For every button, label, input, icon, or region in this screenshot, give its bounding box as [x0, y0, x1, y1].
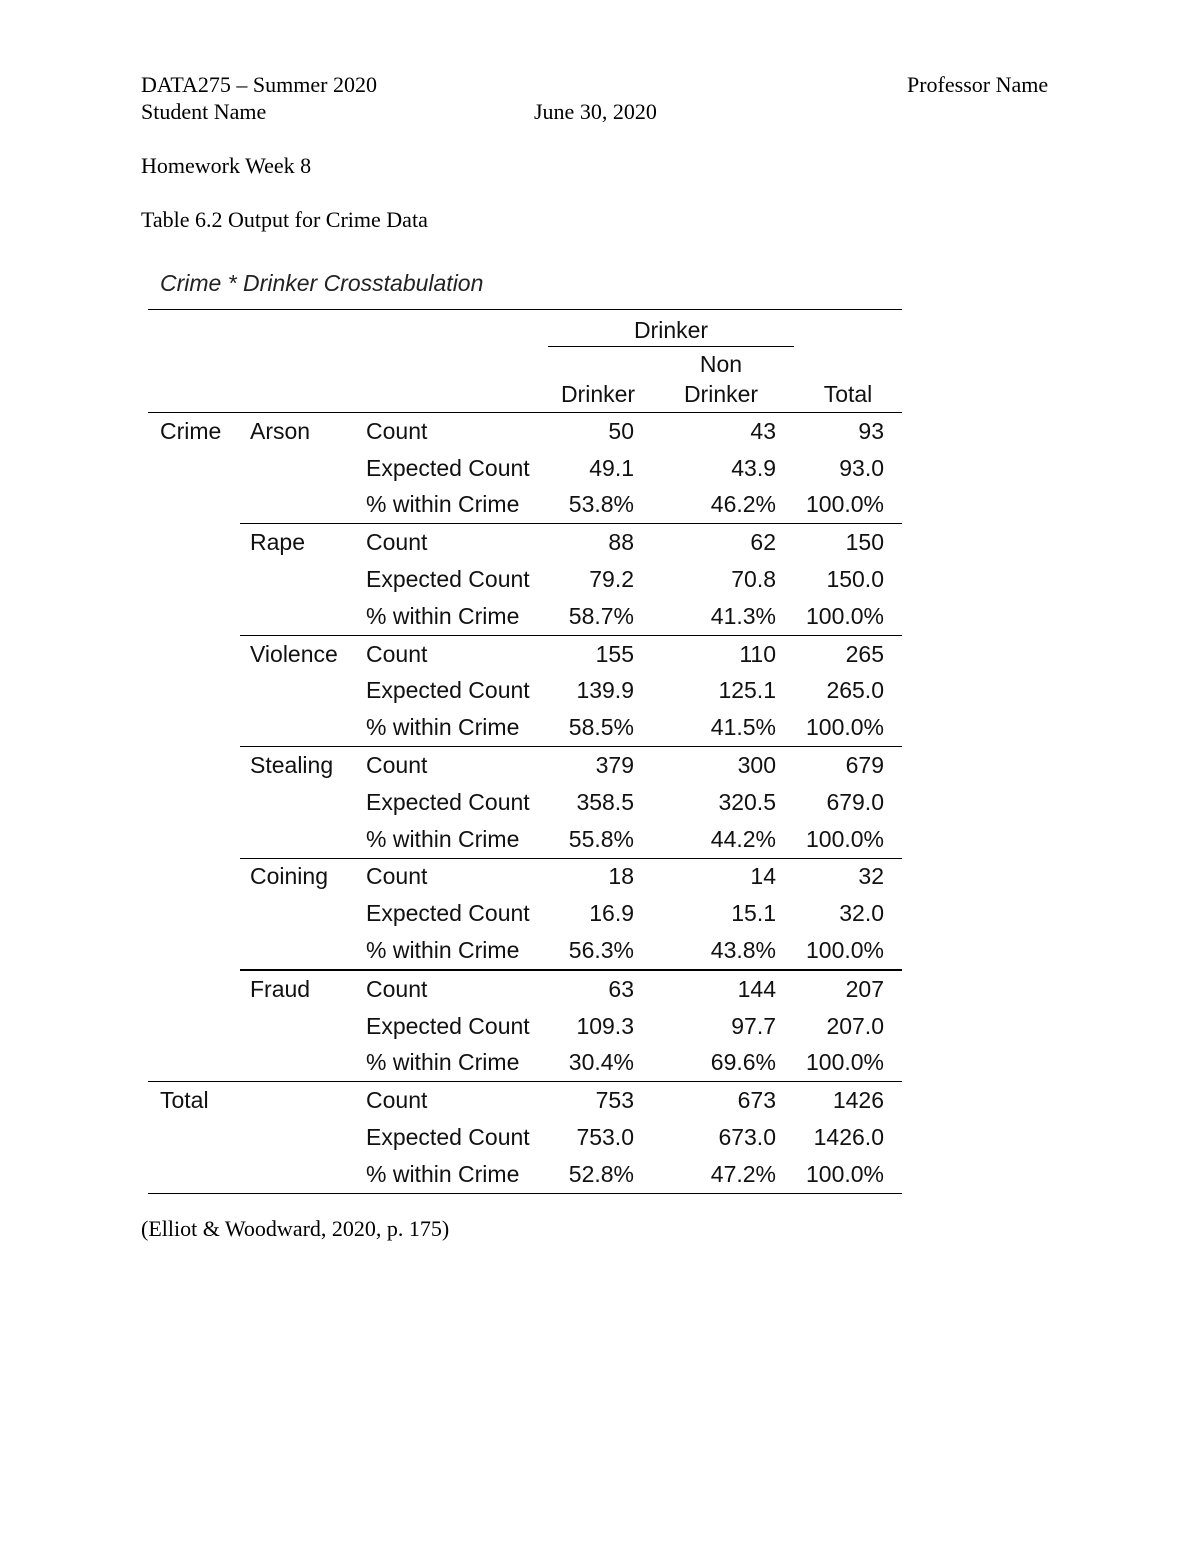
table-row [148, 784, 902, 821]
empty-cell [148, 673, 240, 710]
empty-cell [240, 1119, 358, 1156]
cell-total: 100.0% [805, 714, 884, 741]
empty-cell [240, 709, 358, 746]
cell-drinker: 79.2 [589, 566, 634, 593]
col-header-non-drinker [648, 347, 794, 413]
cell-total: 265.0 [826, 677, 884, 704]
cell-total: 679.0 [826, 788, 884, 815]
category-label-rape: Rape [240, 524, 358, 561]
cell-non-drinker: 62 [648, 524, 794, 561]
category-label-arson: Arson [240, 413, 358, 450]
empty-cell [148, 1008, 240, 1045]
cell-drinker: 50 [548, 413, 648, 450]
cell-non-drinker: 46.2% [710, 491, 776, 518]
header-row-columns [148, 347, 902, 413]
table-row [148, 673, 902, 710]
empty-cell [148, 895, 240, 932]
cell-total: 1426.0 [813, 1124, 884, 1151]
cell-drinker: 18 [548, 858, 648, 895]
empty-cell [148, 524, 240, 561]
stat-label: Expected Count [366, 566, 530, 593]
stat-label: % within Crime [366, 825, 520, 852]
column-group-header: Drinker [548, 310, 794, 347]
table-row [148, 1008, 902, 1045]
stat-label: Count [358, 413, 548, 450]
col-header-non-drinker-line2: Drinker [683, 381, 759, 407]
cell-non-drinker: 44.2% [710, 825, 776, 852]
table-row [148, 747, 902, 784]
cell-drinker: 139.9 [576, 677, 634, 704]
cell-drinker: 55.8% [568, 825, 634, 852]
citation: (Elliot & Woodward, 2020, p. 175) [141, 1216, 450, 1241]
cell-non-drinker: 673.0 [718, 1124, 776, 1151]
cell-total: 93.0 [839, 454, 884, 481]
empty-cell [148, 1156, 240, 1193]
empty-cell [240, 450, 358, 487]
stat-label: Count [358, 747, 548, 784]
empty-cell [240, 561, 358, 598]
cell-non-drinker: 69.6% [710, 1049, 776, 1076]
row-variable-label: Crime [148, 413, 240, 450]
cell-total: 100.0% [794, 1156, 902, 1193]
cell-drinker: 58.5% [568, 714, 634, 741]
empty-cell [148, 932, 240, 970]
cell-drinker: 30.4% [568, 1049, 634, 1076]
cell-total: 150.0 [826, 566, 884, 593]
cell-total: 207 [794, 970, 902, 1008]
stat-label: % within Crime [366, 714, 520, 741]
table-label: Table 6.2 Output for Crime Data [141, 207, 428, 232]
col-header-total: Total [823, 381, 873, 407]
cell-non-drinker: 70.8 [731, 566, 776, 593]
empty-cell [148, 598, 240, 635]
cell-drinker: 88 [548, 524, 648, 561]
empty-cell [240, 1008, 358, 1045]
cell-drinker: 753.0 [576, 1124, 634, 1151]
empty-cell [240, 895, 358, 932]
empty-cell [148, 858, 240, 895]
stat-label: Expected Count [366, 788, 530, 815]
table-row [148, 821, 902, 858]
empty-cell [148, 450, 240, 487]
category-label-fraud: Fraud [240, 970, 358, 1008]
stat-label: Expected Count [366, 677, 530, 704]
cell-drinker: 16.9 [589, 900, 634, 927]
stat-label: Count [358, 524, 548, 561]
homework-title: Homework Week 8 [141, 153, 312, 178]
cell-total: 150 [794, 524, 902, 561]
cell-drinker: 58.7% [568, 602, 634, 629]
cell-total: 1426 [794, 1082, 902, 1119]
header-row-group [148, 310, 902, 347]
empty-cell [240, 1156, 358, 1193]
cell-non-drinker: 125.1 [718, 677, 776, 704]
stat-label: Expected Count [366, 1012, 530, 1039]
table-row [148, 709, 902, 746]
total-row-label: Total [148, 1082, 240, 1119]
stat-label: Count [358, 858, 548, 895]
category-label-stealing: Stealing [240, 747, 358, 784]
cell-non-drinker: 43.8% [710, 937, 776, 964]
empty-cell [148, 561, 240, 598]
empty-cell [148, 747, 240, 784]
course-title: DATA275 – Summer 2020 [141, 72, 377, 97]
crosstab-table [148, 309, 902, 1194]
cell-drinker: 52.8% [548, 1156, 648, 1193]
table-row [148, 1082, 902, 1119]
professor-name: Professor Name [907, 72, 1049, 97]
stat-label: % within Crime [366, 491, 520, 518]
cell-drinker: 155 [548, 635, 648, 672]
cell-drinker: 53.8% [568, 491, 634, 518]
stat-label: Count [358, 635, 548, 672]
stat-label: % within Crime [358, 1156, 548, 1193]
stat-label: Expected Count [366, 900, 530, 927]
empty-cell [148, 821, 240, 858]
cell-non-drinker: 97.7 [731, 1012, 776, 1039]
stat-label: Expected Count [366, 1124, 530, 1151]
crosstab-title: Crime * Drinker Crosstabulation [160, 270, 484, 296]
empty-cell [148, 635, 240, 672]
empty-cell [148, 709, 240, 746]
cell-drinker: 109.3 [576, 1012, 634, 1039]
table-row [148, 635, 902, 672]
empty-cell [240, 784, 358, 821]
table-row [148, 598, 902, 635]
cell-total: 93 [794, 413, 902, 450]
cell-non-drinker: 320.5 [718, 788, 776, 815]
stat-label: % within Crime [366, 1049, 520, 1076]
empty-cell [148, 1119, 240, 1156]
cell-total: 32.0 [839, 900, 884, 927]
empty-cell [148, 784, 240, 821]
cell-non-drinker: 41.5% [710, 714, 776, 741]
category-label-coining: Coining [240, 858, 358, 895]
table-row [148, 561, 902, 598]
stat-label: Expected Count [366, 454, 530, 481]
table-row [148, 1119, 902, 1156]
empty-cell [240, 487, 358, 524]
cell-non-drinker: 300 [648, 747, 794, 784]
cell-non-drinker: 47.2% [648, 1156, 794, 1193]
table-row [148, 487, 902, 524]
cell-total: 265 [794, 635, 902, 672]
cell-drinker: 753 [548, 1082, 648, 1119]
empty-cell [240, 673, 358, 710]
cell-non-drinker: 41.3% [710, 602, 776, 629]
cell-non-drinker: 110 [648, 635, 794, 672]
table-row [148, 970, 902, 1008]
category-label-violence: Violence [240, 635, 358, 672]
table-row [148, 1156, 902, 1193]
table-row [148, 895, 902, 932]
cell-drinker: 358.5 [576, 788, 634, 815]
table-row [148, 858, 902, 895]
table-row [148, 413, 902, 450]
stat-label: Count [358, 1082, 548, 1119]
document-date: June 30, 2020 [534, 99, 657, 124]
stat-label: % within Crime [366, 602, 520, 629]
cell-non-drinker: 14 [648, 858, 794, 895]
cell-total: 100.0% [805, 825, 884, 852]
cell-total: 100.0% [805, 602, 884, 629]
empty-cell [148, 487, 240, 524]
cell-total: 100.0% [805, 1049, 884, 1076]
cell-drinker: 49.1 [589, 454, 634, 481]
student-name: Student Name [141, 99, 267, 124]
empty-cell [240, 932, 358, 970]
cell-drinker: 63 [548, 970, 648, 1008]
table-row [148, 450, 902, 487]
cell-non-drinker: 673 [648, 1082, 794, 1119]
cell-non-drinker: 43.9 [731, 454, 776, 481]
empty-cell [240, 598, 358, 635]
cell-total: 100.0% [805, 937, 884, 964]
col-header-non-drinker-line1: Non [699, 351, 743, 377]
cell-non-drinker: 15.1 [731, 900, 776, 927]
cell-drinker: 56.3% [568, 937, 634, 964]
empty-cell [240, 821, 358, 858]
empty-cell [240, 1045, 358, 1082]
empty-cell [148, 970, 240, 1008]
stat-label: Count [358, 970, 548, 1008]
empty-cell [148, 1045, 240, 1082]
cell-total: 207.0 [826, 1012, 884, 1039]
table-row [148, 932, 902, 970]
empty-cell [240, 1082, 358, 1119]
col-header-drinker: Drinker [560, 381, 636, 407]
table-row [148, 1045, 902, 1082]
cell-total: 100.0% [805, 491, 884, 518]
cell-drinker: 379 [548, 747, 648, 784]
cell-total: 32 [794, 858, 902, 895]
cell-non-drinker: 144 [648, 970, 794, 1008]
table-row [148, 524, 902, 561]
cell-non-drinker: 43 [648, 413, 794, 450]
cell-total: 679 [794, 747, 902, 784]
stat-label: % within Crime [366, 937, 520, 964]
